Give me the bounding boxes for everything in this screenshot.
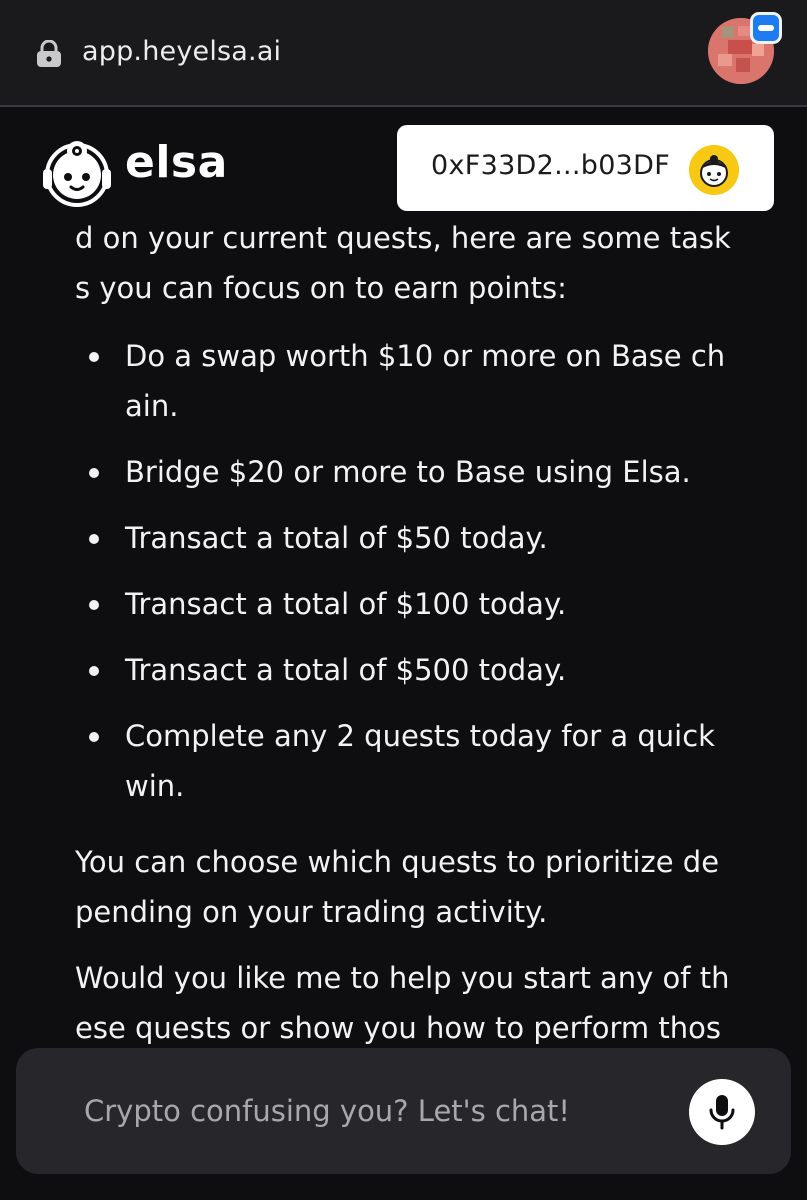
wallet-avatar-icon xyxy=(689,145,739,195)
intro-line-1: d on your current quests, here are some task xyxy=(75,221,731,255)
chat-message-area xyxy=(0,219,807,1049)
list-item xyxy=(75,579,765,629)
bullet-icon xyxy=(89,600,99,610)
task-text: Bridge $20 or more to Base using Elsa. xyxy=(125,455,691,489)
list-item xyxy=(75,645,765,695)
list-item xyxy=(75,331,765,431)
list-item xyxy=(75,711,765,811)
microphone-icon xyxy=(708,1094,736,1130)
logo-text: elsa xyxy=(125,137,228,188)
elsa-logo-icon xyxy=(38,137,116,207)
assistant-message-intro xyxy=(75,219,765,313)
microphone-button[interactable] xyxy=(689,1079,755,1145)
extension-badge-icon[interactable] xyxy=(750,12,782,44)
app-header xyxy=(0,109,807,219)
chat-input[interactable] xyxy=(84,1086,644,1136)
bullet-icon xyxy=(89,732,99,742)
task-text: Transact a total of $50 today. xyxy=(125,521,548,555)
bullet-icon xyxy=(89,352,99,362)
assistant-message-offer: Would you like me to help you start any of th ese quests or show you how to perform thos xyxy=(75,961,730,1045)
task-text: Transact a total of $500 today. xyxy=(125,653,567,687)
task-text: Transact a total of $100 today. xyxy=(125,587,567,621)
quest-task-list xyxy=(75,331,765,827)
bullet-icon xyxy=(89,666,99,676)
task-text: Complete any 2 quests today for a quick win. xyxy=(125,719,715,803)
intro-line-2: s you can focus on to earn points: xyxy=(75,271,567,305)
bullet-icon xyxy=(89,534,99,544)
url-text[interactable]: app.heyelsa.ai xyxy=(82,36,282,67)
bullet-icon xyxy=(89,468,99,478)
wallet-address: 0xF33D2...b03DF xyxy=(431,150,671,181)
list-item xyxy=(75,513,765,563)
wallet-button[interactable] xyxy=(397,125,774,211)
list-item xyxy=(75,447,765,497)
chat-input-bar xyxy=(16,1048,791,1174)
lock-icon xyxy=(36,40,62,68)
browser-address-bar xyxy=(0,0,807,107)
task-text: Do a swap worth $10 or more on Base ch ain. xyxy=(125,339,726,423)
assistant-message-choose: You can choose which quests to prioritize de pending on your trading activity. xyxy=(75,845,720,929)
